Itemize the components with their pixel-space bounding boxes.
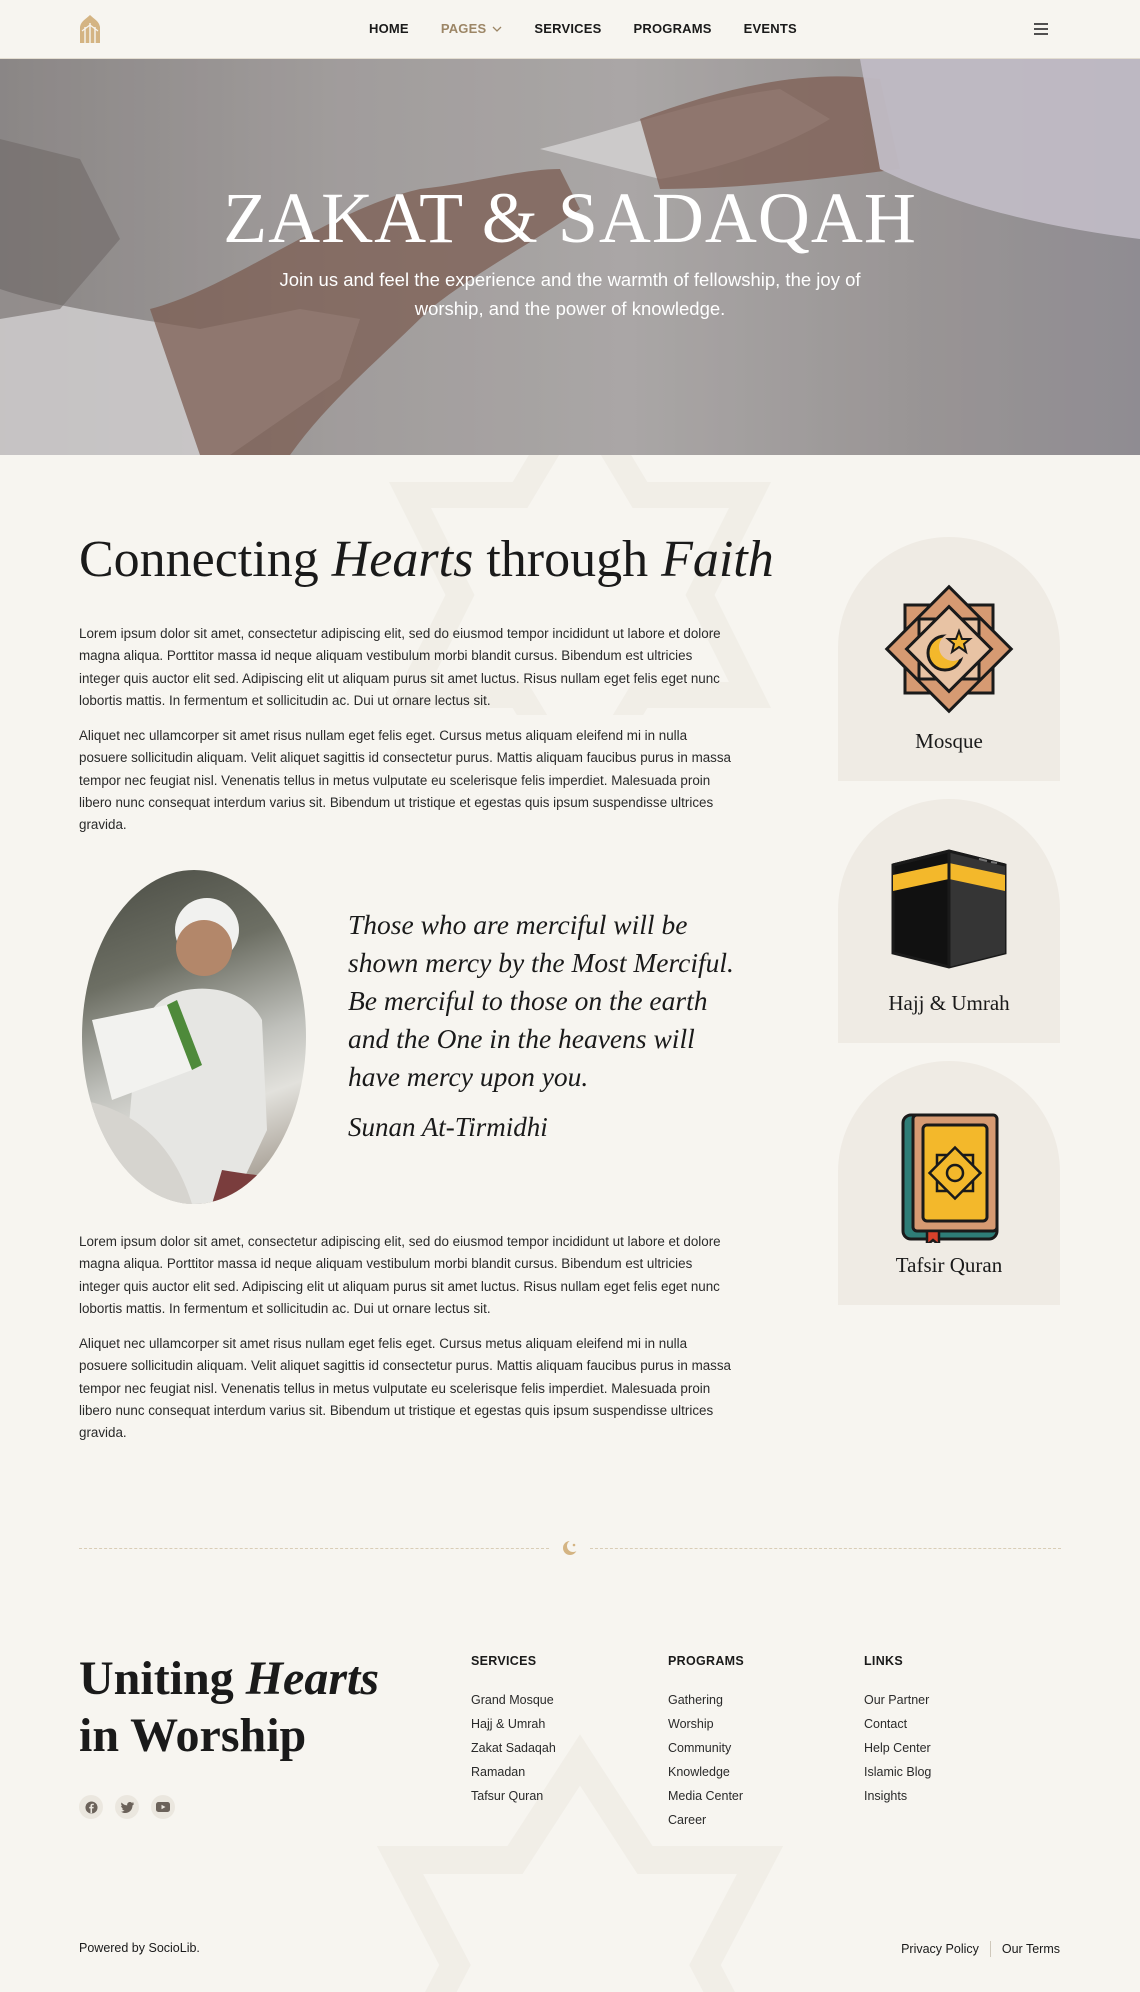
- top-nav: [0, 0, 1140, 59]
- footer-link[interactable]: Tafsur Quran: [471, 1789, 544, 1803]
- body-paragraph-3: Lorem ipsum dolor sit amet, consectetur adipiscing elit, sed do eiusmod tempor incididunt ut labore et dolore magna aliqua. Porttitor massa id neque aliquam vestibulum morbi blandit cursus. Bibendum est ultricies integer quis auctor elit sed. Adipiscing elit ut aliquam purus sit amet luctus. Risus nullam eget felis eget nunc lobortis mattis. In fermentum et sollicitudin ac. Dui ut ornare lectus sit.: [79, 1234, 721, 1316]
- main-menu: [369, 21, 797, 36]
- service-card-hajj[interactable]: [838, 799, 1060, 1043]
- service-card-quran[interactable]: [838, 1061, 1060, 1305]
- footer-link[interactable]: Zakat Sadaqah: [471, 1741, 556, 1755]
- powered-by-text: Powered by SocioLib.: [79, 1941, 200, 1955]
- section-divider-right: [590, 1548, 1061, 1549]
- boy-reading-photo: [82, 870, 306, 1204]
- background-ornament-bottom: [330, 1720, 830, 1992]
- footer-link[interactable]: Contact: [864, 1717, 908, 1731]
- quote-source: Sunan At-Tirmidhi: [348, 1112, 548, 1142]
- section-title: [79, 530, 774, 589]
- footer-link[interactable]: Our Partner: [864, 1693, 930, 1707]
- footer-link[interactable]: Ramadan: [471, 1765, 526, 1779]
- facebook-button[interactable]: [79, 1795, 103, 1819]
- kaaba-icon: [879, 841, 1019, 981]
- footer-column-programs: [668, 1654, 744, 1832]
- nav-events-label: EVENTS: [743, 21, 797, 36]
- service-card-mosque[interactable]: [838, 537, 1060, 781]
- footer-link[interactable]: Help Center: [864, 1741, 931, 1755]
- footer-link[interactable]: Insights: [864, 1789, 908, 1803]
- nav-events[interactable]: [744, 21, 797, 36]
- card-label-mosque: Mosque: [915, 729, 983, 753]
- photo-illustration: [82, 870, 306, 1204]
- footer-link[interactable]: Knowledge: [668, 1765, 730, 1779]
- nav-services[interactable]: [534, 21, 601, 36]
- twitter-button[interactable]: [115, 1795, 139, 1819]
- chevron-down-icon: [492, 26, 502, 32]
- section-title-emphasis2: Faith: [661, 531, 774, 588]
- hero-title: ZAKAT & SADAQAH: [223, 178, 917, 258]
- mosque-logo-icon[interactable]: [78, 13, 102, 45]
- section-title-part2: through: [473, 531, 662, 588]
- footer-column-links: [864, 1654, 931, 1808]
- terms-link[interactable]: Our Terms: [1001, 1942, 1060, 1956]
- mosque-star-icon: [879, 579, 1019, 719]
- nav-home-label: HOME: [369, 21, 409, 36]
- footer-column-heading: LINKS: [864, 1654, 903, 1668]
- legal-separator: [990, 1941, 991, 1957]
- card-label-hajj: Hajj & Umrah: [888, 991, 1010, 1015]
- nav-pages[interactable]: [441, 21, 503, 36]
- footer-link[interactable]: Community: [668, 1741, 732, 1755]
- section-divider-left: [79, 1548, 549, 1549]
- footer-link[interactable]: Career: [668, 1813, 707, 1827]
- nav-pages-label: PAGES: [440, 21, 487, 36]
- facebook-icon: [85, 1801, 98, 1814]
- section-title-emphasis1: Hearts: [331, 531, 474, 588]
- footer-link[interactable]: Gathering: [668, 1693, 723, 1707]
- footer-column-services: [471, 1654, 556, 1808]
- hero-banner: [0, 59, 1140, 455]
- footer-link[interactable]: Worship: [668, 1717, 714, 1731]
- footer-column-heading: PROGRAMS: [668, 1654, 745, 1668]
- section-title-part1: Connecting: [79, 531, 332, 588]
- footer-title: [79, 1650, 379, 1764]
- footer-column-heading: SERVICES: [471, 1654, 537, 1668]
- footer-title-emphasis: Hearts: [245, 1652, 380, 1705]
- card-label-quran: Tafsir Quran: [895, 1253, 1003, 1277]
- footer-title-part1: Uniting: [79, 1652, 246, 1705]
- nav-programs[interactable]: [633, 21, 711, 36]
- hero-subtitle: Join us and feel the experience and the warmth of fellowship, the joy of worship, and the power of knowledge.: [279, 269, 861, 319]
- body-paragraph-1: Lorem ipsum dolor sit amet, consectetur adipiscing elit, sed do eiusmod tempor incididunt ut labore et dolore magna aliqua. Porttitor massa id neque aliquam vestibulum morbi blandit cursus. Bibendum est ultricies integer quis auctor elit sed. Adipiscing elit ut aliquam purus sit amet luctus. Risus nullam eget felis eget nunc lobortis mattis. In fermentum et sollicitudin ac. Dui ut ornare lectus sit.: [79, 626, 721, 708]
- hamburger-menu-icon[interactable]: [1030, 21, 1052, 37]
- quran-book-icon: [879, 1103, 1019, 1243]
- body-paragraph-4: Aliquet nec ullamcorper sit amet risus nullam eget felis eget. Cursus metus aliquam eleifend mi in nulla posuere sollicitudin aliquam. Velit aliquet sagittis id consectetur purus. Mattis aliquam faucibus purus in massa tempor nec feugiat nisl. Venenatis tellus in metus vulputate eu scelerisque felis imperdiet. Malesuada proin libero nunc consequat interdum varius sit. Bibendum ut tristique et egestas quis ipsum suspendisse ultrices gravida.: [79, 1336, 732, 1441]
- youtube-button[interactable]: [151, 1795, 175, 1819]
- footer-title-part2: in Worship: [79, 1709, 307, 1762]
- nav-programs-label: PROGRAMS: [633, 21, 712, 36]
- youtube-icon: [156, 1802, 170, 1812]
- footer-link[interactable]: Islamic Blog: [864, 1765, 932, 1779]
- body-paragraph-2: Aliquet nec ullamcorper sit amet risus nullam eget felis eget. Cursus metus aliquam eleifend mi in nulla posuere sollicitudin aliquam. Velit aliquet sagittis id consectetur purus. Mattis aliquam faucibus purus in massa tempor nec feugiat nisl. Venenatis tellus in metus vulputate eu scelerisque felis imperdiet. Malesuada proin libero nunc consequat interdum varius sit. Bibendum ut tristique et egestas quis ipsum suspendisse ultrices gravida.: [79, 728, 732, 833]
- footer-link[interactable]: Hajj & Umrah: [471, 1717, 546, 1731]
- footer-link[interactable]: Grand Mosque: [471, 1693, 554, 1707]
- crescent-moon-icon: [560, 1538, 580, 1558]
- twitter-icon: [121, 1802, 134, 1813]
- nav-services-label: SERVICES: [534, 21, 602, 36]
- legal-links: [901, 1941, 1060, 1957]
- hadith-quote: Those who are merciful will be shown mercy by the Most Merciful. Be merciful to those on the earth and the One in the heavens will have mercy upon you.: [348, 909, 734, 1092]
- privacy-policy-link[interactable]: Privacy Policy: [901, 1942, 979, 1956]
- footer-link[interactable]: Media Center: [668, 1789, 744, 1803]
- nav-home[interactable]: [369, 21, 409, 36]
